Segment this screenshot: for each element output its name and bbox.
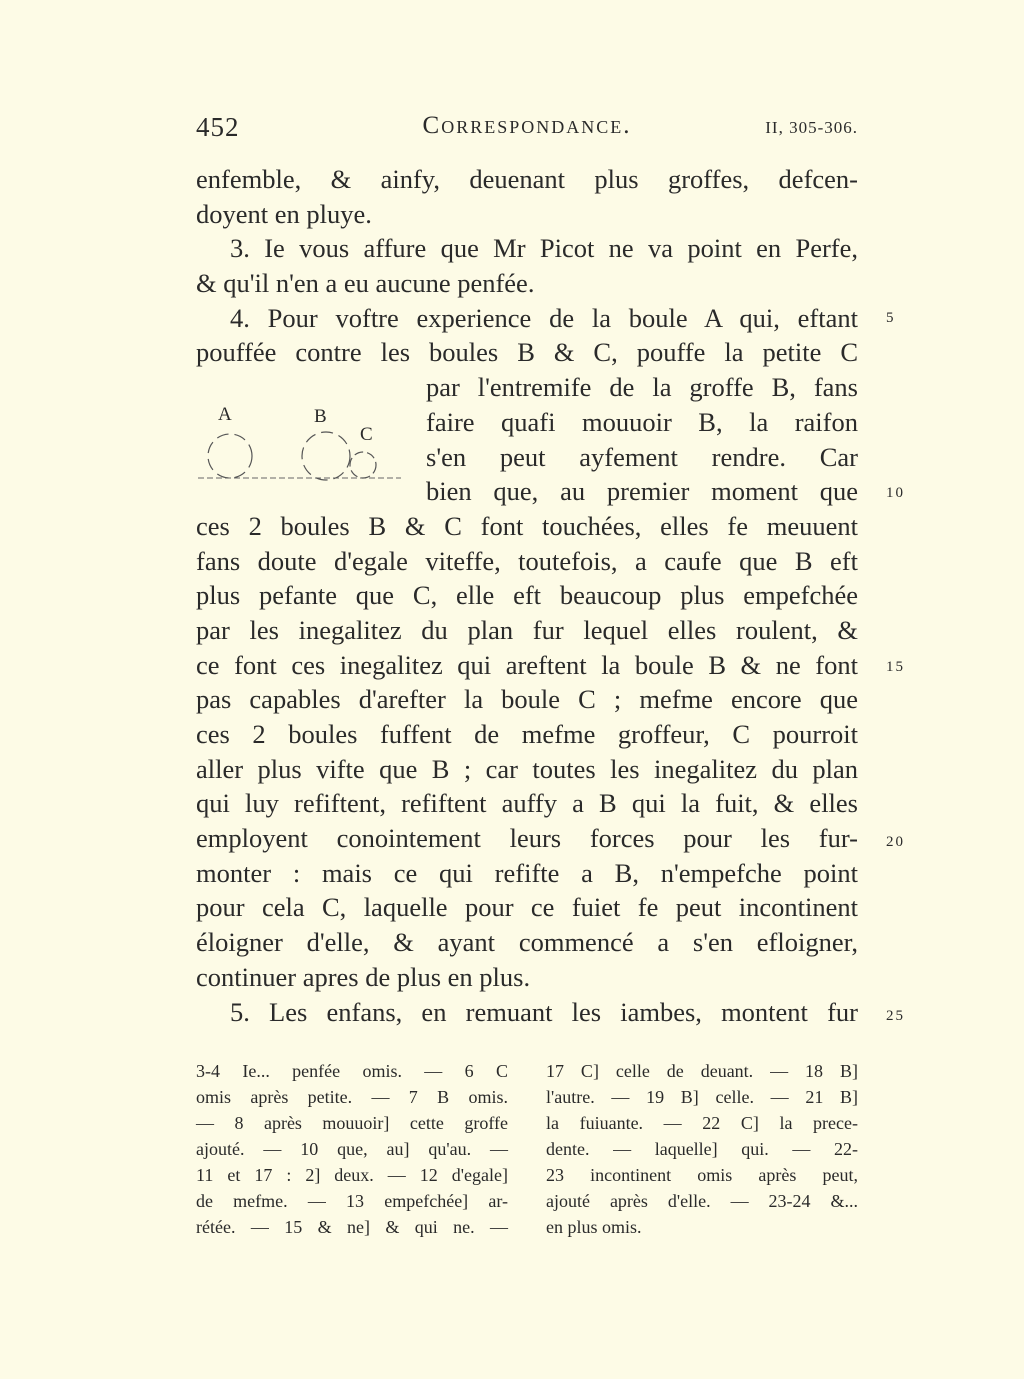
footnote-line: l'autre. — 19 B] celle. — 21 B] <box>546 1087 858 1107</box>
text-line: pour cela C, laquelle pour ce fuiet fe peut incontinent <box>196 892 858 923</box>
text-line: qui luy refiftent, refiftent auffy a B qui la fuit, & elles <box>196 788 858 819</box>
footnote-line: 3-4 Ie... penfée omis. — 6 C <box>196 1061 508 1081</box>
body-text <box>196 162 858 1029</box>
footnote-line: ajouté après d'elle. — 23-24 &... <box>546 1191 858 1211</box>
text-line: plus pefante que C, elle eft beaucoup plus empefchée <box>196 580 858 611</box>
figure-label-b: B <box>314 406 327 428</box>
line-number: 5 <box>886 310 896 326</box>
text-line: enfemble, & ainfy, deuenant plus groffes, defcen- <box>196 164 858 194</box>
text-line: doyent en pluye. <box>196 198 372 229</box>
text-line: fans doute d'egale viteffe, toutefois, a caufe que B eft <box>196 545 858 576</box>
line-number: 15 <box>886 659 905 675</box>
footnote-line: de mefme. — 13 empefchée] ar- <box>196 1191 508 1211</box>
footnotes-left <box>196 1058 508 1240</box>
footnote-line: 11 et 17 : 2] deux. — 12 d'egale] <box>196 1165 508 1185</box>
text-line: ces 2 boules fuffent de mefme groffeur, C pourroit <box>196 719 858 749</box>
footnote-line: — 8 après mouuoir] cette groffe <box>196 1113 508 1133</box>
text-line: par les inegalitez du plan fur lequel elles roulent, & <box>196 614 858 645</box>
text-line: éloigner d'elle, & ayant commencé a s'en efloigner, <box>196 927 858 958</box>
page-header <box>196 112 858 146</box>
footnote-line: 23 incontinent omis après peut, <box>546 1165 858 1185</box>
line-number: 20 <box>886 834 905 850</box>
footnote-line: ajouté. — 10 que, au] qu'au. — <box>196 1139 508 1159</box>
footnotes-right <box>546 1058 858 1240</box>
line-number: 25 <box>886 1008 905 1024</box>
figure-block <box>196 370 858 509</box>
text-line: 3. Ie vous affure que Mr Picot ne va point en Perfe, <box>230 233 858 264</box>
text-line: bien que, au premier moment que <box>426 476 858 507</box>
footnote-line: omis après petite. — 7 B omis. <box>196 1087 508 1107</box>
text-line: faire quafi mouuoir B, la raifon <box>426 406 858 437</box>
running-title: Correspondance. <box>422 112 632 139</box>
text-line: par l'entremife de la groffe B, fans <box>426 372 858 403</box>
text-line: pas capables d'arefter la boule C ; mefme encore que <box>196 684 858 715</box>
text-line: pouffée contre les boules B & C, pouffe la petite C <box>196 337 858 368</box>
footnote-line: en plus omis. <box>546 1217 642 1237</box>
text-line: monter : mais ce qui refifte a B, n'empefche point <box>196 857 858 888</box>
text-line: & qu'il n'en a eu aucune penfée. <box>196 268 535 299</box>
figure-label-a: A <box>218 404 232 426</box>
text-line: 5. Les enfans, en remuant les iambes, montent fur <box>230 996 858 1027</box>
line-number: 10 <box>886 485 905 501</box>
footnote-line: dente. — laquelle] qui. — 22- <box>546 1139 858 1159</box>
figure-label-c: C <box>360 424 373 446</box>
text-line: aller plus vifte que B ; car toutes les inegalitez du plan <box>196 753 858 784</box>
text-line: s'en peut ayfement rendre. Car <box>426 441 858 472</box>
footnote-line: 17 C] celle de deuant. — 18 B] <box>546 1061 858 1081</box>
page-number: 452 <box>196 112 240 142</box>
text-line: 4. Pour voftre experience de la boule A qui, eftant <box>230 302 858 333</box>
text-line: ce font ces inegalitez qui areftent la boule B & ne font <box>196 649 858 680</box>
footnote-line: rétée. — 15 & ne] & qui ne. — <box>196 1217 508 1237</box>
volume-reference: II, 305-306. <box>765 118 858 137</box>
text-line: continuer apres de plus en plus. <box>196 961 531 992</box>
footnote-line: la fuiuante. — 22 C] la prece- <box>546 1113 858 1133</box>
text-line: employent conointement leurs forces pour les fur- <box>196 823 858 854</box>
text-line: ces 2 boules B & C font touchées, elles fe meuuent <box>196 510 858 541</box>
